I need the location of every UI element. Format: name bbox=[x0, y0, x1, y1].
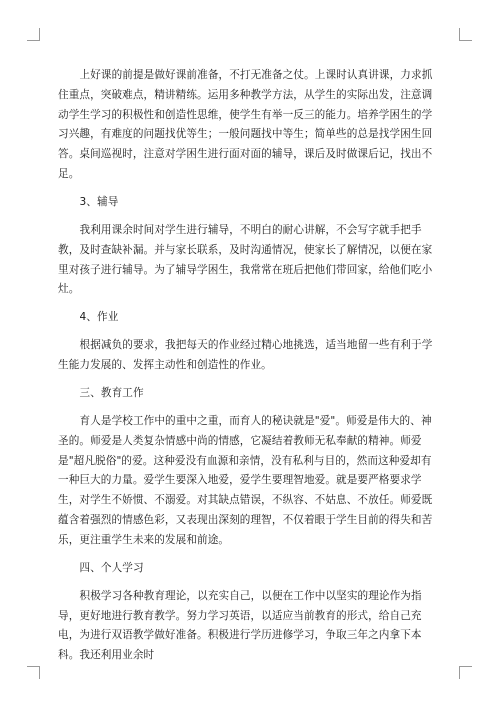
paragraph-personal-study: 积极学习各种教育理论，以充实自己，以便在工作中以坚实的理论作为指导，更好地进行教育教学。努力学习英语，以适应当前教育的形式，给自己充电，为进行双语教学做好准备。积极进行学历进修学习，争取三年之内拿下本科。我还利用业余时 bbox=[58, 589, 422, 662]
document-body bbox=[58, 66, 442, 674]
paragraph-lesson-prep: 上好课的前提是做好课前准备，不打无准备之仗。上课时认真讲课，力求抓住重点，突破难点，精讲精练。运用多种教学方法，从学生的实际出发，注意调动学生学习的积极性和创造性思维，使学生有举一反三的能力。培养学困生的学习兴趣，有难度的问题找优等生；一般问题找中等生；简单些的总是找学困生回答。桌间巡视时，注意对学困生进行面对面的辅导，课后及时做课后记，找出不足。 bbox=[58, 69, 433, 180]
crop-mark-bottom-right bbox=[459, 666, 472, 679]
paragraph-tutoring: 我利用课余时间对学生进行辅导，不明白的耐心讲解，不会写字就手把手教，及时查缺补漏。并与家长联系，及时沟通情况，使家长了解情况，以便在家里对孩子进行辅导。为了辅导学困生，我常常在班后把他们带回家，给他们吃小灶。 bbox=[58, 223, 433, 296]
heading-homework: 4、作业 bbox=[79, 311, 119, 324]
paragraph-homework: 根据减负的要求，我把每天的作业经过精心地挑选，适当地留一些有利于学生能力发展的、发挥主动性和创造性的作业。 bbox=[58, 339, 433, 372]
crop-mark-bottom-left bbox=[27, 666, 40, 679]
crop-mark-top-right bbox=[459, 28, 472, 41]
crop-mark-top-left bbox=[27, 28, 40, 41]
heading-tutoring: 3、辅导 bbox=[79, 195, 119, 208]
paragraph-education-work: 育人是学校工作中的重中之重，而育人的秘诀就是"爱"。师爱是伟大的、神圣的。师爱是人类复杂情感中尚的情感，它凝结着教师无私奉献的精神。师爱是"超凡脱俗"的爱。这种爱没有血源和亲情，没有私利与目的，然而这种爱却有一种巨大的力量。爱学生要深入地爱，爱学生要理智地爱。就是要严格要求学生，对学生不娇惯、不溺爱。对其缺点错误，不纵容、不姑息、不放任。师爱既蕴含着强烈的情感色彩，又表现出深刻的理智，不仅着眼于学生目前的得失和苦乐，更注重学生未来的发展和前途。 bbox=[58, 415, 433, 546]
heading-education-work: 三、教育工作 bbox=[79, 387, 144, 400]
heading-personal-study: 四、个人学习 bbox=[79, 561, 144, 574]
